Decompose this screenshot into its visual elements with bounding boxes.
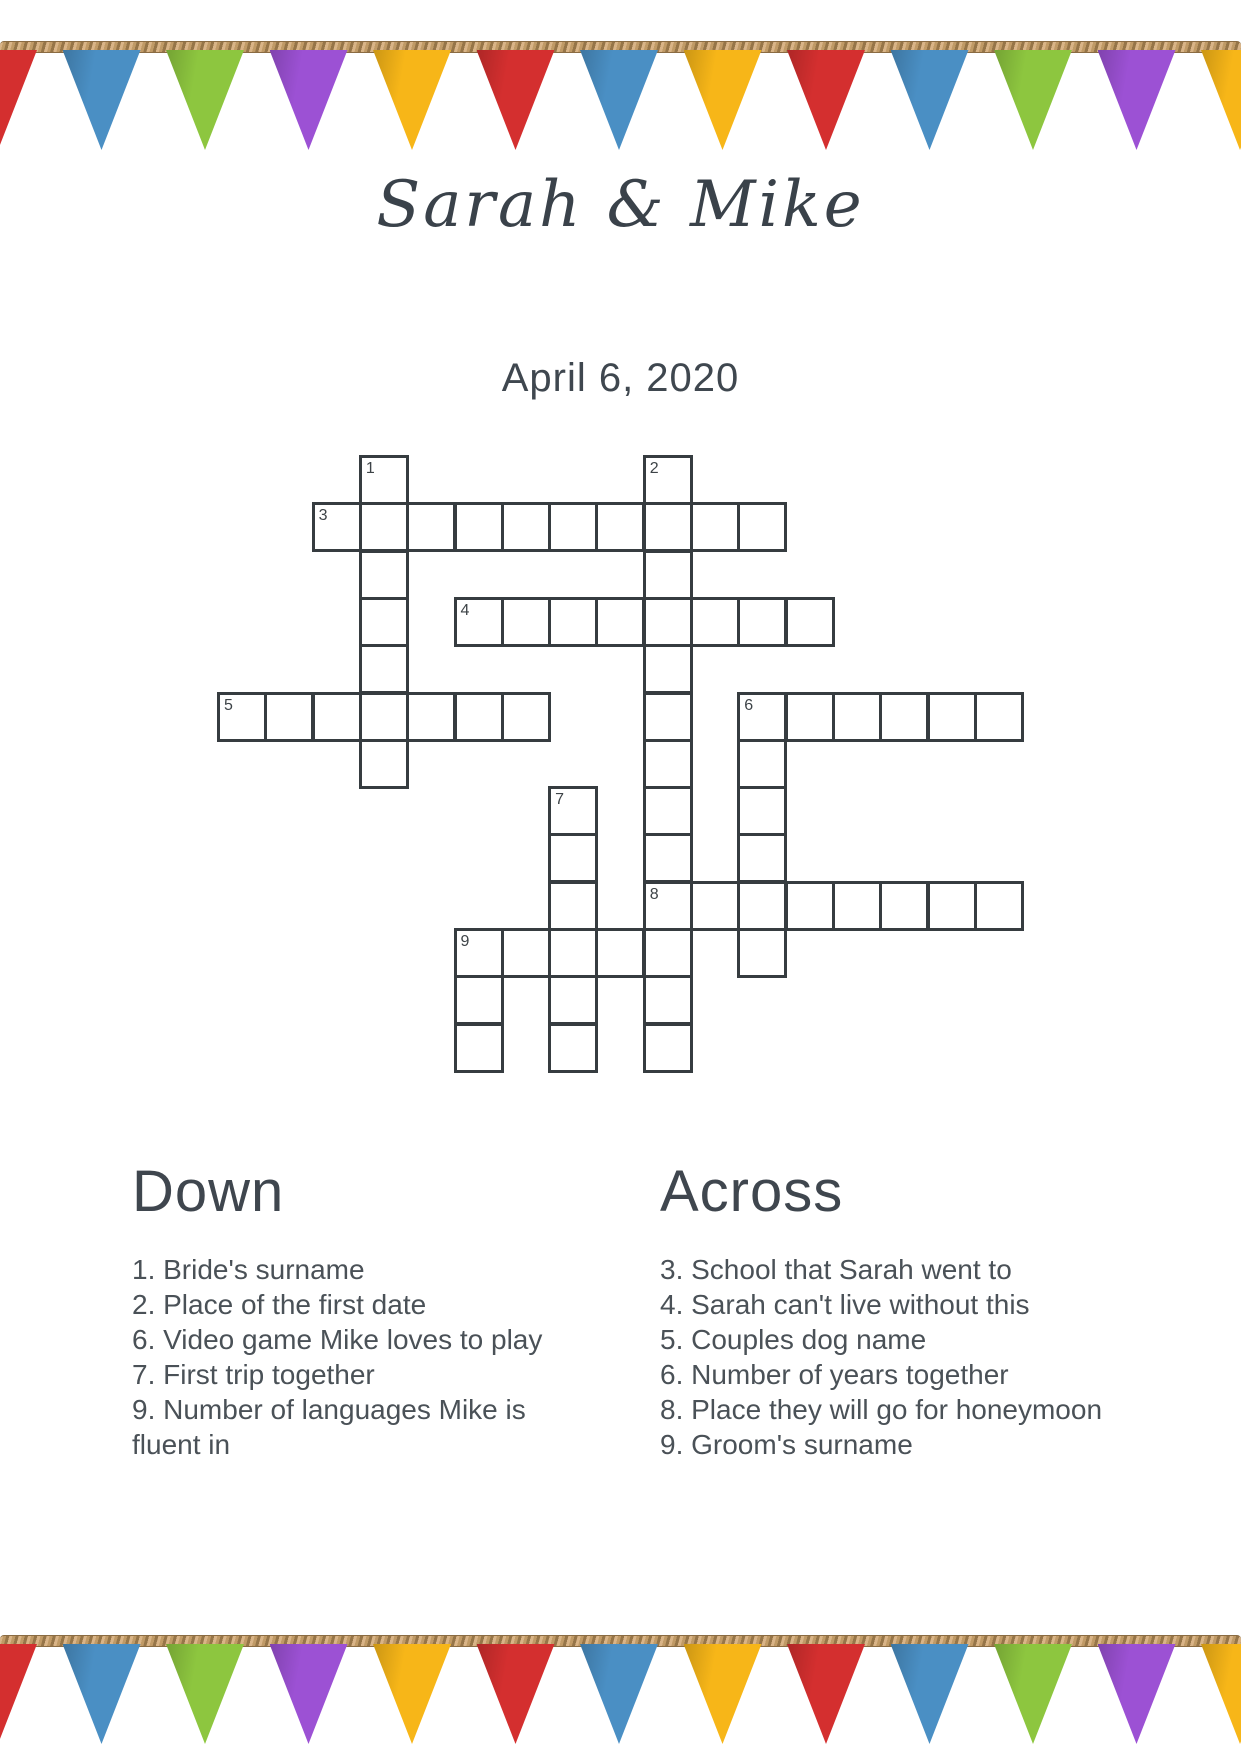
crossword-cell [643, 550, 693, 600]
bottom-bunting [0, 1644, 1241, 1746]
crossword-cell [737, 502, 787, 552]
pennant-purple-icon [1098, 1644, 1176, 1744]
crossword-cell [643, 786, 693, 836]
pennant-purple-icon [270, 1644, 348, 1744]
pennant-red-icon [787, 50, 865, 150]
clue-number-label: 3 [318, 507, 328, 525]
crossword-cell [454, 975, 504, 1025]
crossword-cell [643, 644, 693, 694]
crossword-cell [643, 502, 693, 552]
clue-item: 7. First trip together [132, 1359, 375, 1390]
pennant-blue-icon [63, 50, 141, 150]
crossword-cell [264, 692, 314, 742]
pennant-blue-icon [891, 50, 969, 150]
pennant-blue-icon [580, 50, 658, 150]
crossword-cell [643, 597, 693, 647]
crossword-cell [595, 502, 645, 552]
crossword-cell [927, 692, 977, 742]
crossword-cell [737, 833, 787, 883]
crossword-cell [643, 739, 693, 789]
crossword-cell [595, 928, 645, 978]
clue-number-label: 6 [744, 696, 754, 714]
crossword-cell [548, 1023, 598, 1073]
crossword-cell [974, 692, 1024, 742]
crossword-cell [879, 881, 929, 931]
pennant-purple-icon [270, 50, 348, 150]
crossword-cell [690, 881, 740, 931]
crossword-cell [359, 597, 409, 647]
crossword-cell [548, 881, 598, 931]
clue-item: 2. Place of the first date [132, 1289, 427, 1320]
clue-number-label: 1 [365, 460, 375, 477]
clue-number-label: 8 [649, 885, 659, 903]
crossword-cell [454, 692, 504, 742]
crossword-cell [548, 928, 598, 978]
pennant-red-icon [477, 1644, 555, 1744]
pennant-green-icon [166, 50, 244, 150]
clue-number-label: 9 [460, 933, 470, 950]
crossword-cell [501, 597, 551, 647]
clue-item: 1. Bride's surname [132, 1254, 365, 1285]
crossword-cell [548, 502, 598, 552]
couple-names-title: Sarah & Mike [376, 168, 865, 242]
clue-item: 5. Couples dog name [660, 1324, 927, 1355]
crossword-cell [643, 928, 693, 978]
clue-item: 8. Place they will go for honeymoon [660, 1394, 1103, 1425]
crossword-cell [737, 928, 787, 978]
crossword-cell [974, 881, 1024, 931]
clue-item: 4. Sarah can't live without this [660, 1289, 1030, 1320]
down-clues-section [132, 1160, 592, 1462]
pennant-yellow-icon [684, 50, 762, 150]
crossword-cell [312, 692, 362, 742]
pennant-green-icon [994, 50, 1072, 150]
crossword-cell [548, 975, 598, 1025]
wedding-date: April 6, 2020 [501, 356, 740, 400]
crossword-cell [359, 644, 409, 694]
clue-item: 6. Video game Mike loves to play [132, 1324, 543, 1355]
crossword-cell [785, 692, 835, 742]
pennant-green-icon [994, 1644, 1072, 1744]
down-heading: Down [132, 1159, 285, 1224]
crossword-cell [454, 1023, 504, 1073]
crossword-cell [785, 881, 835, 931]
crossword-cell [832, 692, 882, 742]
crossword-cell [737, 881, 787, 931]
crossword-cell [643, 975, 693, 1025]
crossword-cell [406, 692, 456, 742]
pennant-red-icon [0, 50, 37, 150]
pennant-yellow-icon [373, 50, 451, 150]
crossword-cell [359, 502, 409, 552]
pennant-red-icon [0, 1644, 37, 1744]
across-clues-section [660, 1160, 1120, 1462]
crossword-cell [548, 597, 598, 647]
clue-item: 9. Groom's surname [660, 1429, 913, 1460]
across-heading: Across [660, 1159, 844, 1224]
crossword-cell [359, 739, 409, 789]
across-clue-list [660, 1252, 1120, 1462]
crossword-cell [643, 692, 693, 742]
crossword-cell [737, 597, 787, 647]
top-bunting [0, 50, 1241, 152]
pennant-green-icon [166, 1644, 244, 1744]
pennant-yellow-icon [684, 1644, 762, 1744]
crossword-cell [501, 502, 551, 552]
crossword-cell [501, 692, 551, 742]
crossword-cell [359, 550, 409, 600]
crossword-cell [737, 786, 787, 836]
crossword-cell [690, 502, 740, 552]
clue-number-label: 5 [224, 696, 233, 714]
pennant-blue-icon [63, 1644, 141, 1744]
pennant-red-icon [477, 50, 555, 150]
clue-number-label: 7 [555, 791, 564, 809]
crossword-cell [927, 881, 977, 931]
crossword-cell [406, 502, 456, 552]
pennant-yellow-icon [1201, 50, 1241, 150]
crossword-cell [643, 1023, 693, 1073]
crossword-cell [359, 692, 409, 742]
pennant-yellow-icon [373, 1644, 451, 1744]
crossword-cell [548, 833, 598, 883]
crossword-cell [643, 833, 693, 883]
pennant-yellow-icon [1201, 1644, 1241, 1744]
crossword-cell [785, 597, 835, 647]
crossword-cell [737, 739, 787, 789]
clue-item: 9. Number of languages Mike is fluent in [132, 1394, 526, 1460]
crossword-cell [454, 502, 504, 552]
crossword-cell [879, 692, 929, 742]
clue-number-label: 4 [460, 601, 470, 619]
down-clue-list [132, 1252, 592, 1462]
pennant-purple-icon [1098, 50, 1176, 150]
pennant-red-icon [787, 1644, 865, 1744]
clue-number-label: 2 [649, 460, 659, 477]
crossword-cell [690, 597, 740, 647]
clue-item: 6. Number of years together [660, 1359, 1009, 1390]
pennant-blue-icon [580, 1644, 658, 1744]
crossword-cell [832, 881, 882, 931]
crossword-cell [595, 597, 645, 647]
clue-item: 3. School that Sarah went to [660, 1254, 1012, 1285]
crossword-cell [501, 928, 551, 978]
pennant-blue-icon [891, 1644, 969, 1744]
